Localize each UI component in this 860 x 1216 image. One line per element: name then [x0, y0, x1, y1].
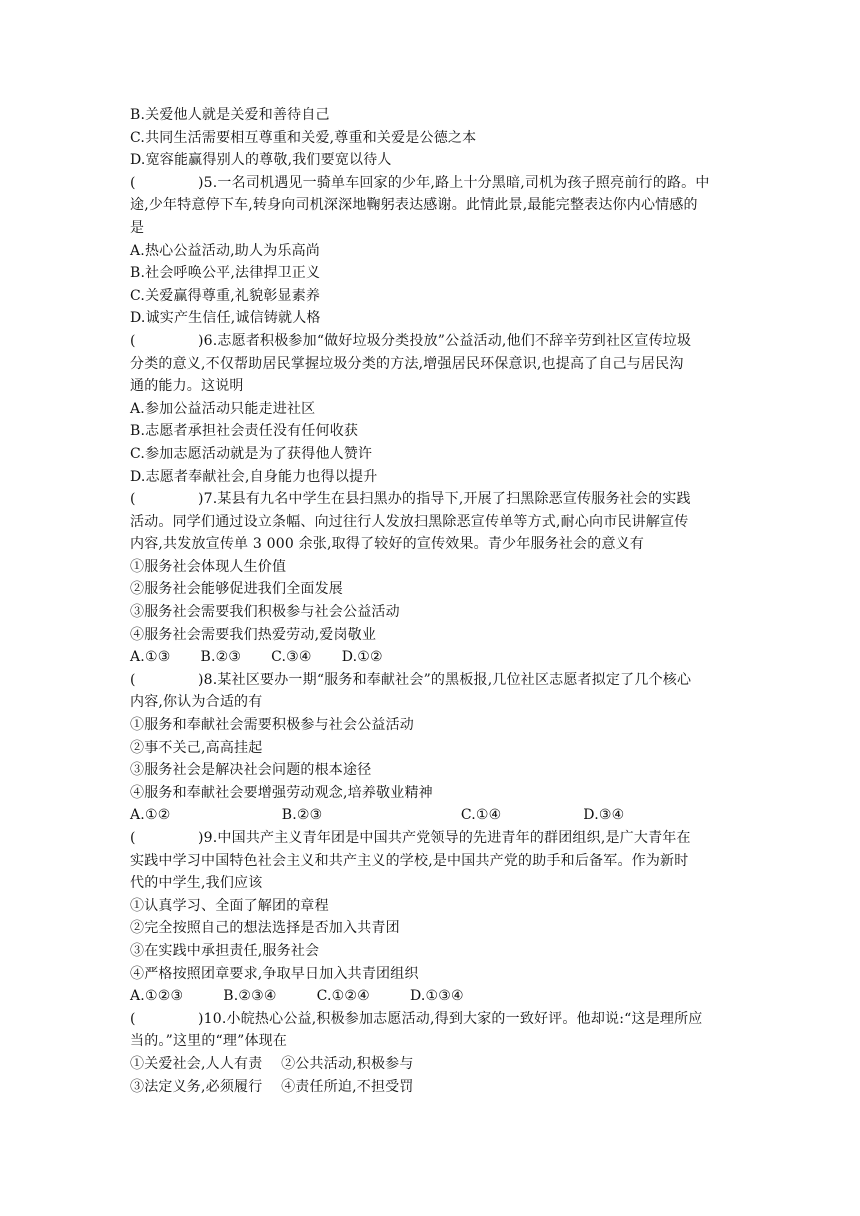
question-7-stem-line: 内容,共发放宣传单 3 000 余张,取得了较好的宣传效果。青少年服务社会的意义有 — [130, 536, 645, 553]
q7-item-1: ①服务社会体现人生价值 — [130, 558, 287, 575]
exam-page — [130, 104, 735, 1098]
answer-blank: ( — [130, 830, 136, 846]
q6-option-b: B.志愿者承担社会责任没有任何收获 — [130, 423, 359, 440]
q7-option-a: A.①③ — [130, 649, 171, 666]
q6-option-a: A.参加公益活动只能走进社区 — [130, 400, 316, 417]
q9-option-a: A.①②③ — [130, 988, 184, 1005]
answer-blank: ( — [130, 491, 136, 508]
q7-options — [130, 646, 735, 669]
q7-option-c: C.③④ — [271, 649, 312, 666]
q9-options — [130, 985, 735, 1008]
question-5-stem-line: 是 — [130, 219, 145, 236]
question-7-stem: ( )7.某县有九名中学生在县扫黑办的指导下,开展了扫黑除恶宣传服务社会的实践 — [130, 488, 735, 511]
q7-item-4: ④服务社会需要我们热爱劳动,爱岗敬业 — [130, 626, 377, 643]
q6-option-d: D.志愿者奉献社会,自身能力也得以提升 — [130, 468, 378, 485]
answer-blank: ( — [130, 671, 136, 688]
question-5-stem: ( )5.一名司机遇见一骑单车回家的少年,路上十分黑暗,司机为孩子照亮前行的路。中 — [130, 172, 735, 195]
question-9-stem-line: 代的中学生,我们应该 — [130, 875, 263, 892]
question-8-stem-line: 内容,你认为合适的有 — [130, 694, 263, 711]
q5-option-a: A.热心公益活动,助人为乐高尚 — [130, 242, 321, 259]
q7-item-3: ③服务社会需要我们积极参与社会公益活动 — [130, 604, 400, 621]
question-10-stem: ( )10.小皖热心公益,积极参加志愿活动,得到大家的一致好评。他却说:“这是理所应 — [130, 1008, 735, 1031]
answer-blank: ( — [130, 174, 136, 191]
answer-blank: ( — [130, 1010, 136, 1027]
q8-option-b: B.②③ — [281, 807, 323, 824]
question-6-stem: ( )6.志愿者积极参加“做好垃圾分类投放”公益活动,他们不辞辛劳到社区宣传垃圾 — [130, 330, 735, 353]
q8-item-3: ③服务社会是解决社会问题的根本途径 — [130, 762, 372, 779]
q5-option-b: B.社会呼唤公平,法律捍卫正义 — [130, 265, 321, 282]
q9-option-d: D.①③④ — [409, 988, 464, 1005]
q9-item-1: ①认真学习、全面了解团的章程 — [130, 897, 329, 914]
q8-item-1: ①服务和奉献社会需要积极参与社会公益活动 — [130, 717, 414, 734]
q5-option-c: C.关爱赢得尊重,礼貌彰显素养 — [130, 287, 321, 304]
q9-item-4: ④严格按照团章要求,争取早日加入共青团组织 — [130, 965, 419, 982]
q7-item-2: ②服务社会能够促进我们全面发展 — [130, 581, 343, 598]
question-7-stem-line: 活动。同学们通过设立条幅、向过往行人发放扫黑除恶宣传单等方式,耐心向市民讲解宣传 — [130, 513, 689, 530]
q7-option-d: D.①② — [341, 649, 383, 666]
question-5-stem-line: 途,少年特意停下车,转身向司机深深地鞠躬表达感谢。此情此景,最能完整表达你内心情感的 — [130, 197, 698, 214]
q10-item-2: ②公共活动,积极参与 — [281, 1055, 414, 1072]
question-8-stem: ( )8.某社区要办一期“服务和奉献社会”的黑板报,几位社区志愿者拟定了几个核心 — [130, 669, 735, 692]
question-9-stem: ( )9.中国共产主义青年团是中国共产党领导的先进青年的群团组织,是广大青年在 — [130, 827, 735, 850]
q4-option-c: C.共同生活需要相互尊重和关爱,尊重和关爱是公德之本 — [130, 129, 477, 146]
q8-option-c: C.①④ — [460, 807, 502, 824]
question-10-stem-line: 当的。”这里的“理”体现在 — [130, 1033, 288, 1050]
q5-option-d: D.诚实产生信任,诚信铸就人格 — [130, 310, 321, 327]
q9-option-c: C.①②④ — [316, 988, 370, 1005]
q10-items-row-2 — [130, 1076, 735, 1099]
q10-item-3: ③法定义务,必须履行 — [130, 1078, 263, 1095]
q9-option-b: B.②③④ — [223, 988, 277, 1005]
q6-option-c: C.参加志愿活动就是为了获得他人赞许 — [130, 445, 373, 462]
question-9-stem-line: 实践中学习中国特色社会主义和共产主义的学校,是中国共产党的助手和后备军。作为新时 — [130, 852, 689, 869]
q10-items-row-1 — [130, 1053, 735, 1076]
q7-option-b: B.②③ — [200, 649, 242, 666]
q8-item-2: ②事不关己,高高挂起 — [130, 739, 263, 756]
q4-option-b: B.关爱他人就是关爱和善待自己 — [130, 107, 330, 123]
question-6-stem-line: 分类的意义,不仅帮助居民掌握垃圾分类的方法,增强居民环保意识,也提高了自己与居民沟 — [130, 355, 684, 372]
q10-item-4: ④责任所迫,不担受罚 — [281, 1078, 414, 1095]
question-6-stem-line: 通的能力。这说明 — [130, 378, 244, 395]
q9-item-3: ③在实践中承担责任,服务社会 — [130, 942, 320, 959]
q8-options — [130, 804, 735, 827]
q9-item-2: ②完全按照自己的想法选择是否加入共青团 — [130, 920, 400, 937]
answer-blank: ( — [130, 332, 136, 349]
q8-option-d: D.③④ — [583, 807, 625, 824]
q10-item-1: ①关爱社会,人人有责 — [130, 1055, 263, 1072]
q8-item-4: ④服务和奉献社会要增强劳动观念,培养敬业精神 — [130, 784, 433, 801]
q8-option-a: A.①② — [130, 807, 171, 824]
q4-option-d: D.宽容能赢得别人的尊敬,我们要宽以待人 — [130, 152, 392, 169]
